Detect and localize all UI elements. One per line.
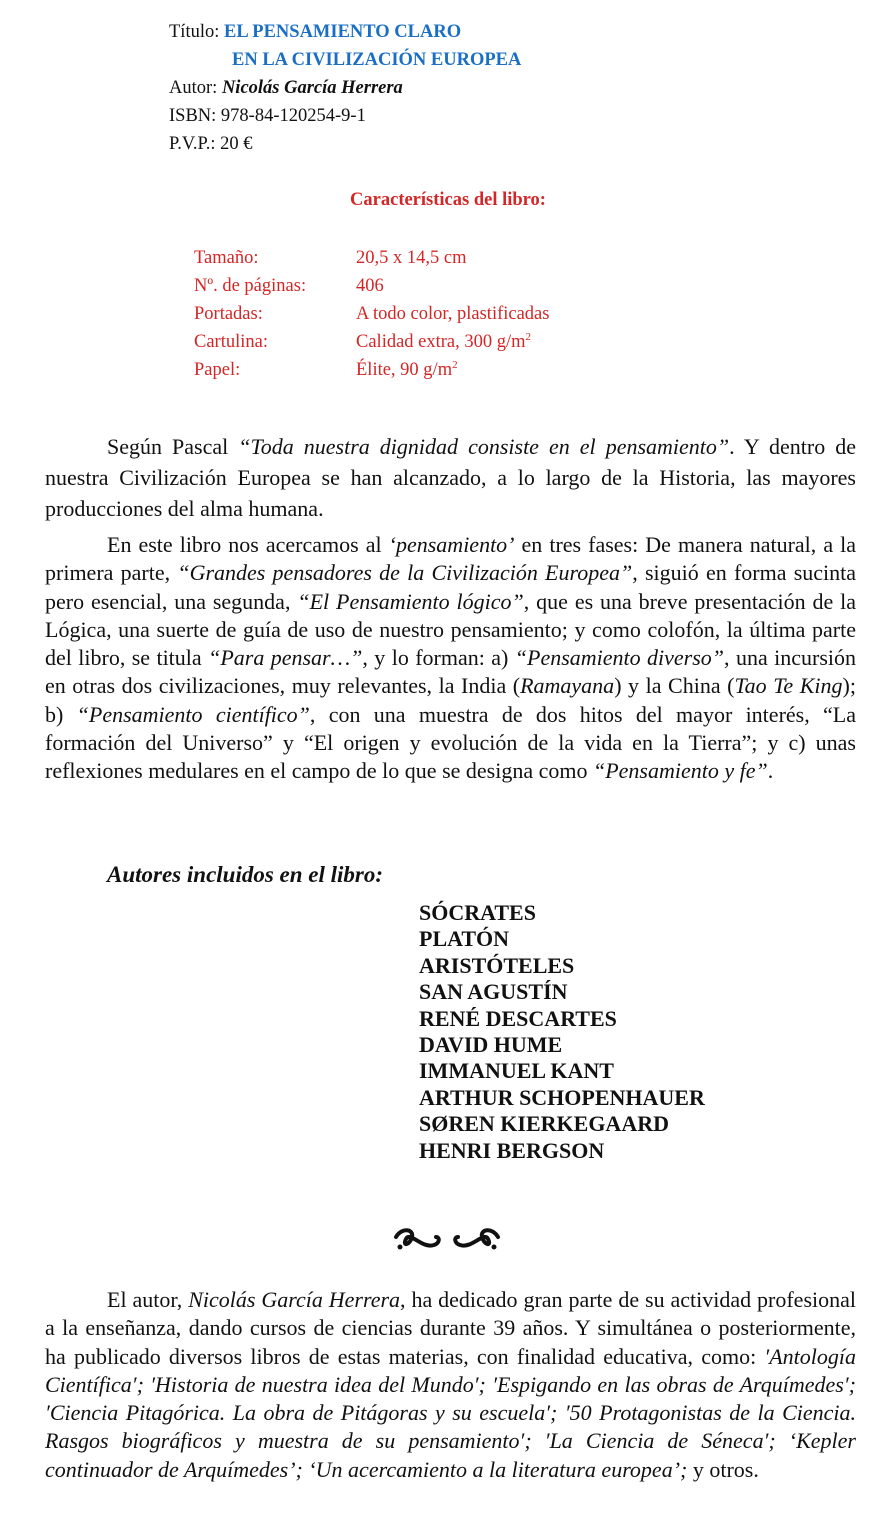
- authors-heading: Autores incluidos en el libro:: [107, 862, 384, 887]
- italic-text-run: “Grandes pensadores de la Civilización Europea”: [177, 560, 633, 586]
- text-run: , siguió en forma sucinta pero esencial, una segunda,: [45, 560, 857, 614]
- text-run: , ha dedicado gran parte de su actividad profesional a la enseñanza, dando cursos de ciencias durante 39 años. Y simultánea o posteriormente, ha publicado diversos libros de estas materias, con finalidad educativa, como:: [45, 1287, 856, 1369]
- text-run: en tres fases: De manera natural, a la primera parte,: [45, 532, 856, 586]
- fleuron-divider-icon: [392, 1225, 502, 1255]
- text-run: . Y dentro de nuestra Civilización Europea se han alcanzado, a lo largo de la Historia, las mayores producciones del alma humana.: [45, 434, 856, 521]
- isbn-value: 978-84-120254-9-1: [220, 106, 366, 126]
- text-run: , una incursión en otras dos civilizaciones, muy relevantes, la India (: [45, 645, 856, 699]
- author-item: IMMANUEL KANT: [419, 1058, 614, 1084]
- author-item: RENÉ DESCARTES: [419, 1005, 617, 1031]
- title-row: [169, 18, 521, 46]
- author-label: Autor:: [169, 78, 218, 98]
- text-run: , con una muestra de dos hitos del mayor interés, “La formación del Universo” y “El origen y evolución de la vida en la Tierra”; y c) unas reflexiones medulares en el campo de lo que se designa como: [45, 701, 856, 784]
- isbn-label: ISBN:: [169, 106, 217, 126]
- isbn-row: [169, 102, 521, 130]
- feature-label: Papel:: [194, 360, 241, 380]
- feature-value: [356, 328, 531, 356]
- italic-text-run: “Pensamiento y fe”: [592, 758, 768, 784]
- text-run: El autor,: [107, 1287, 189, 1312]
- feature-row: [194, 328, 549, 356]
- text-run: , que es una breve presentación de la Lógica, una suerte de guía de uso de nuestro pensamiento; y como colofón, la última parte del libro, se titula: [45, 588, 857, 671]
- author-item: PLATÓN: [419, 926, 510, 952]
- author-item: HENRI BERGSON: [419, 1137, 605, 1163]
- italic-text-run: “Toda nuestra dignidad consiste en el pensamiento”: [238, 434, 730, 459]
- author-name: Nicolás García Herrera: [221, 78, 403, 98]
- feature-row: [194, 356, 549, 384]
- italic-text-run: “Pensamiento diverso”: [514, 645, 725, 671]
- italic-text-run: ‘pensamiento’: [388, 532, 515, 557]
- book-title-line2: EN LA CIVILIZACIÓN EUROPEA: [232, 50, 522, 70]
- feature-row: [194, 272, 549, 300]
- feature-label: Nº. de páginas:: [194, 276, 307, 296]
- feature-label: Cartulina:: [194, 332, 268, 352]
- italic-text-run: “Para pensar…”: [208, 645, 363, 671]
- feature-label: Portadas:: [194, 304, 263, 324]
- italic-text-run: Tao Te King: [734, 673, 843, 699]
- feature-value: [356, 356, 458, 384]
- feature-value: A todo color, plastificadas: [356, 304, 550, 324]
- italic-text-run: Nicolás García Herrera: [188, 1287, 401, 1312]
- price-label: P.V.P.:: [169, 134, 216, 154]
- author-item: SAN AGUSTÍN: [419, 979, 568, 1005]
- text-run: .: [767, 758, 774, 784]
- author-item: SØREN KIERKEGAARD: [419, 1111, 669, 1137]
- features-table: [194, 244, 549, 384]
- price-row: [169, 130, 521, 158]
- features-heading: Características del libro:: [350, 190, 546, 210]
- author-item: SÓCRATES: [419, 900, 536, 925]
- feature-row: [194, 300, 549, 328]
- title-label: Título:: [169, 22, 220, 42]
- intro-paragraph-2: [45, 531, 856, 786]
- author-item: ARTHUR SCHOPENHAUER: [419, 1084, 705, 1110]
- author-item: ARISTÓTELES: [419, 952, 575, 978]
- superscript: 2: [452, 358, 458, 371]
- feature-value-text: Élite, 90 g/m: [356, 360, 453, 380]
- about-author-paragraph: [45, 1286, 856, 1484]
- italic-text-run: ′Antología Científica′; ′Historia de nuestra idea del Mundo′; ′Espigando en las obras de Arquímedes′; ′Ciencia Pitagórica. La obra de Pitágoras y su escuela′; ′50 Protagonistas de la Ciencia. Rasgos biográficos y muestra de su pensamiento′; ′La Ciencia de Séneca′; ‘Kepler continuador de Arquímedes’; ‘Un acercamiento a la literatura europea’;: [45, 1343, 856, 1482]
- book-title-line1: EL PENSAMIENTO CLARO: [224, 22, 462, 42]
- feature-label: Tamaño:: [194, 248, 259, 268]
- feature-value: 20,5 x 14,5 cm: [356, 248, 467, 268]
- price-value: 20 €: [220, 134, 253, 154]
- text-run: Según Pascal: [107, 434, 239, 459]
- italic-text-run: “Pensamiento científico”: [76, 701, 310, 727]
- author-item: DAVID HUME: [419, 1032, 563, 1058]
- book-info: [169, 18, 521, 158]
- authors-list: [419, 900, 705, 1164]
- text-run: y otros.: [687, 1456, 759, 1482]
- text-run: En este libro nos acercamos al: [107, 532, 389, 557]
- italic-text-run: Ramayana: [520, 673, 615, 699]
- intro-paragraph-1: [45, 431, 856, 524]
- feature-value: 406: [356, 276, 384, 296]
- text-run: ) y la China (: [614, 673, 735, 699]
- italic-text-run: “El Pensamiento lógico”: [297, 588, 524, 614]
- text-run: , y lo forman: a): [362, 645, 515, 671]
- feature-row: [194, 244, 549, 272]
- text-run: ); b): [45, 673, 856, 727]
- title-row-2: [169, 46, 521, 74]
- superscript: 2: [525, 330, 532, 343]
- author-row: [169, 74, 521, 102]
- feature-value-text: Calidad extra, 300 g/m: [356, 332, 526, 352]
